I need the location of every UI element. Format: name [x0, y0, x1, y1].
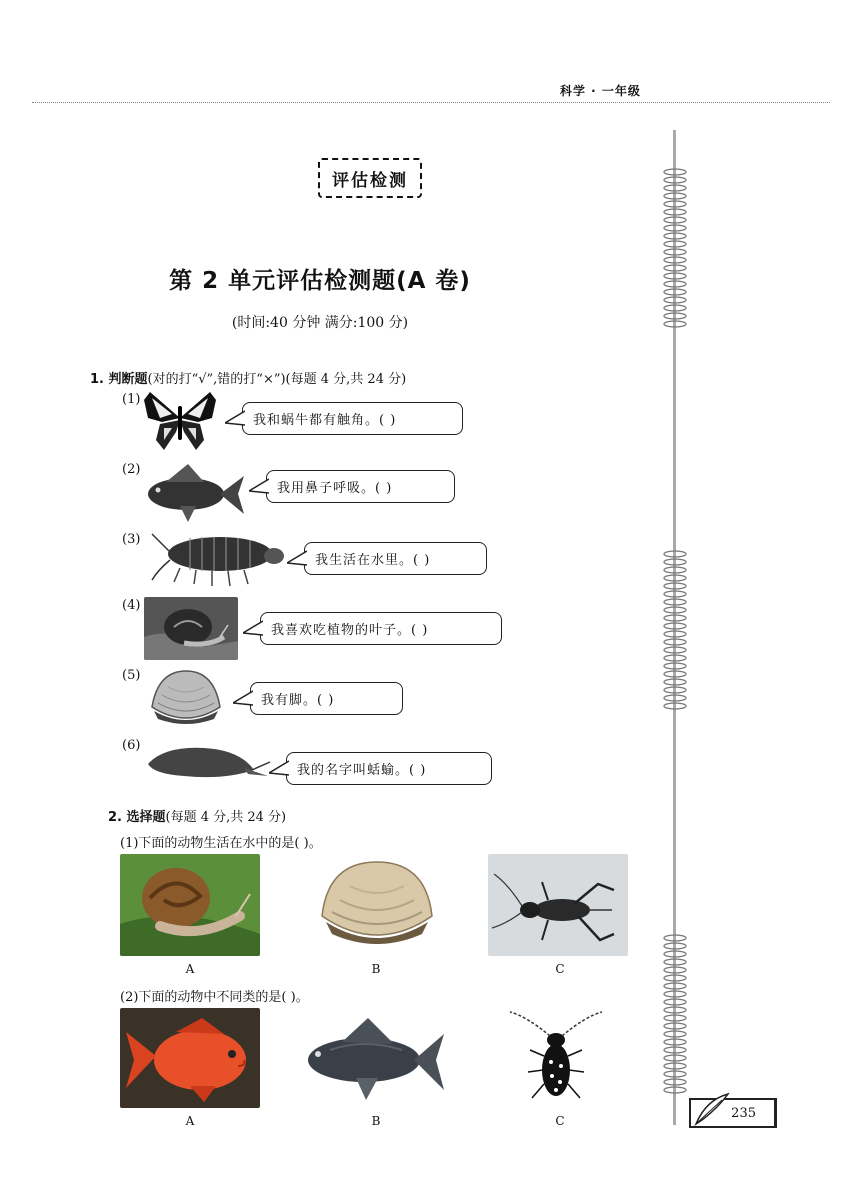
- fish-image: [144, 462, 246, 524]
- sub-question-1: (1)下面的动物生活在水中的是( )。: [120, 836, 322, 851]
- woodlouse-image: [150, 530, 286, 588]
- option-a-snail-photo: [120, 854, 260, 956]
- bubble-text: 我有脚。( ): [261, 693, 335, 708]
- question-1-heading: [90, 368, 406, 387]
- option-label: C: [555, 1114, 565, 1128]
- clam-image: [148, 667, 224, 729]
- option-c-beetle-image: [506, 1006, 606, 1110]
- page-number: 235: [731, 1105, 756, 1121]
- header-divider: [32, 102, 830, 103]
- option-a-red-fish-photo: [120, 1008, 260, 1108]
- bubble-tail: [287, 549, 307, 569]
- speech-bubble: [304, 542, 487, 575]
- bubble-tail: [233, 689, 253, 709]
- quill-icon: [692, 1090, 732, 1128]
- bubble-text: 我和蜗牛都有触角。( ): [253, 413, 397, 428]
- bubble-text: 我生活在水里。( ): [315, 553, 431, 568]
- question-1-title: 1. 判断题: [90, 372, 148, 387]
- option-b-carp-image: [302, 1014, 446, 1104]
- item-number: (4): [122, 598, 141, 613]
- page-title: 第 2 单元评估检测题(A 卷): [169, 268, 471, 294]
- item-number: (5): [122, 668, 141, 683]
- speech-bubble: [260, 612, 502, 645]
- bubble-text: 我喜欢吃植物的叶子。( ): [271, 623, 429, 638]
- bubble-tail: [269, 759, 289, 779]
- subject-header: 科学 · 一年级: [560, 84, 641, 98]
- slug-image: [144, 740, 272, 786]
- item-number: (1): [122, 392, 141, 407]
- bubble-text: 我的名字叫蛞蝓。( ): [297, 763, 427, 778]
- speech-bubble: [242, 402, 463, 435]
- bubble-tail: [225, 409, 245, 429]
- question-1-instruction: (对的打“√”,错的打“×”)(每题 4 分,共 24 分): [147, 372, 407, 387]
- binding-rings-middle: [660, 550, 690, 710]
- butterfly-image: [142, 388, 218, 454]
- option-label: C: [555, 962, 565, 976]
- option-b-clam-image: [318, 856, 436, 954]
- page-subtitle: (时间:40 分钟 满分:100 分): [231, 315, 409, 331]
- item-number: (2): [122, 462, 141, 477]
- question-2-heading: [108, 806, 286, 825]
- item-number: (3): [122, 532, 141, 547]
- speech-bubble: [266, 470, 455, 503]
- speech-bubble: [286, 752, 492, 785]
- option-label: B: [371, 1114, 381, 1128]
- option-label: A: [185, 1114, 195, 1128]
- question-2-title: 2. 选择题: [108, 810, 166, 825]
- option-label: B: [371, 962, 381, 976]
- sub-question-2: (2)下面的动物中不同类的是( )。: [120, 990, 309, 1005]
- binding-rings-top: [660, 168, 690, 328]
- question-2-instruction: (每题 4 分,共 24 分): [165, 810, 287, 825]
- bubble-text: 我用鼻子呼吸。( ): [277, 481, 393, 496]
- snail-photo: [144, 597, 238, 660]
- option-c-cricket-photo: [488, 854, 628, 956]
- bubble-tail: [243, 619, 263, 639]
- speech-bubble: [250, 682, 403, 715]
- item-number: (6): [122, 738, 141, 753]
- section-badge: 评估检测: [318, 158, 422, 198]
- binding-rings-bottom: [660, 934, 690, 1094]
- bubble-tail: [249, 477, 269, 497]
- option-label: A: [185, 962, 195, 976]
